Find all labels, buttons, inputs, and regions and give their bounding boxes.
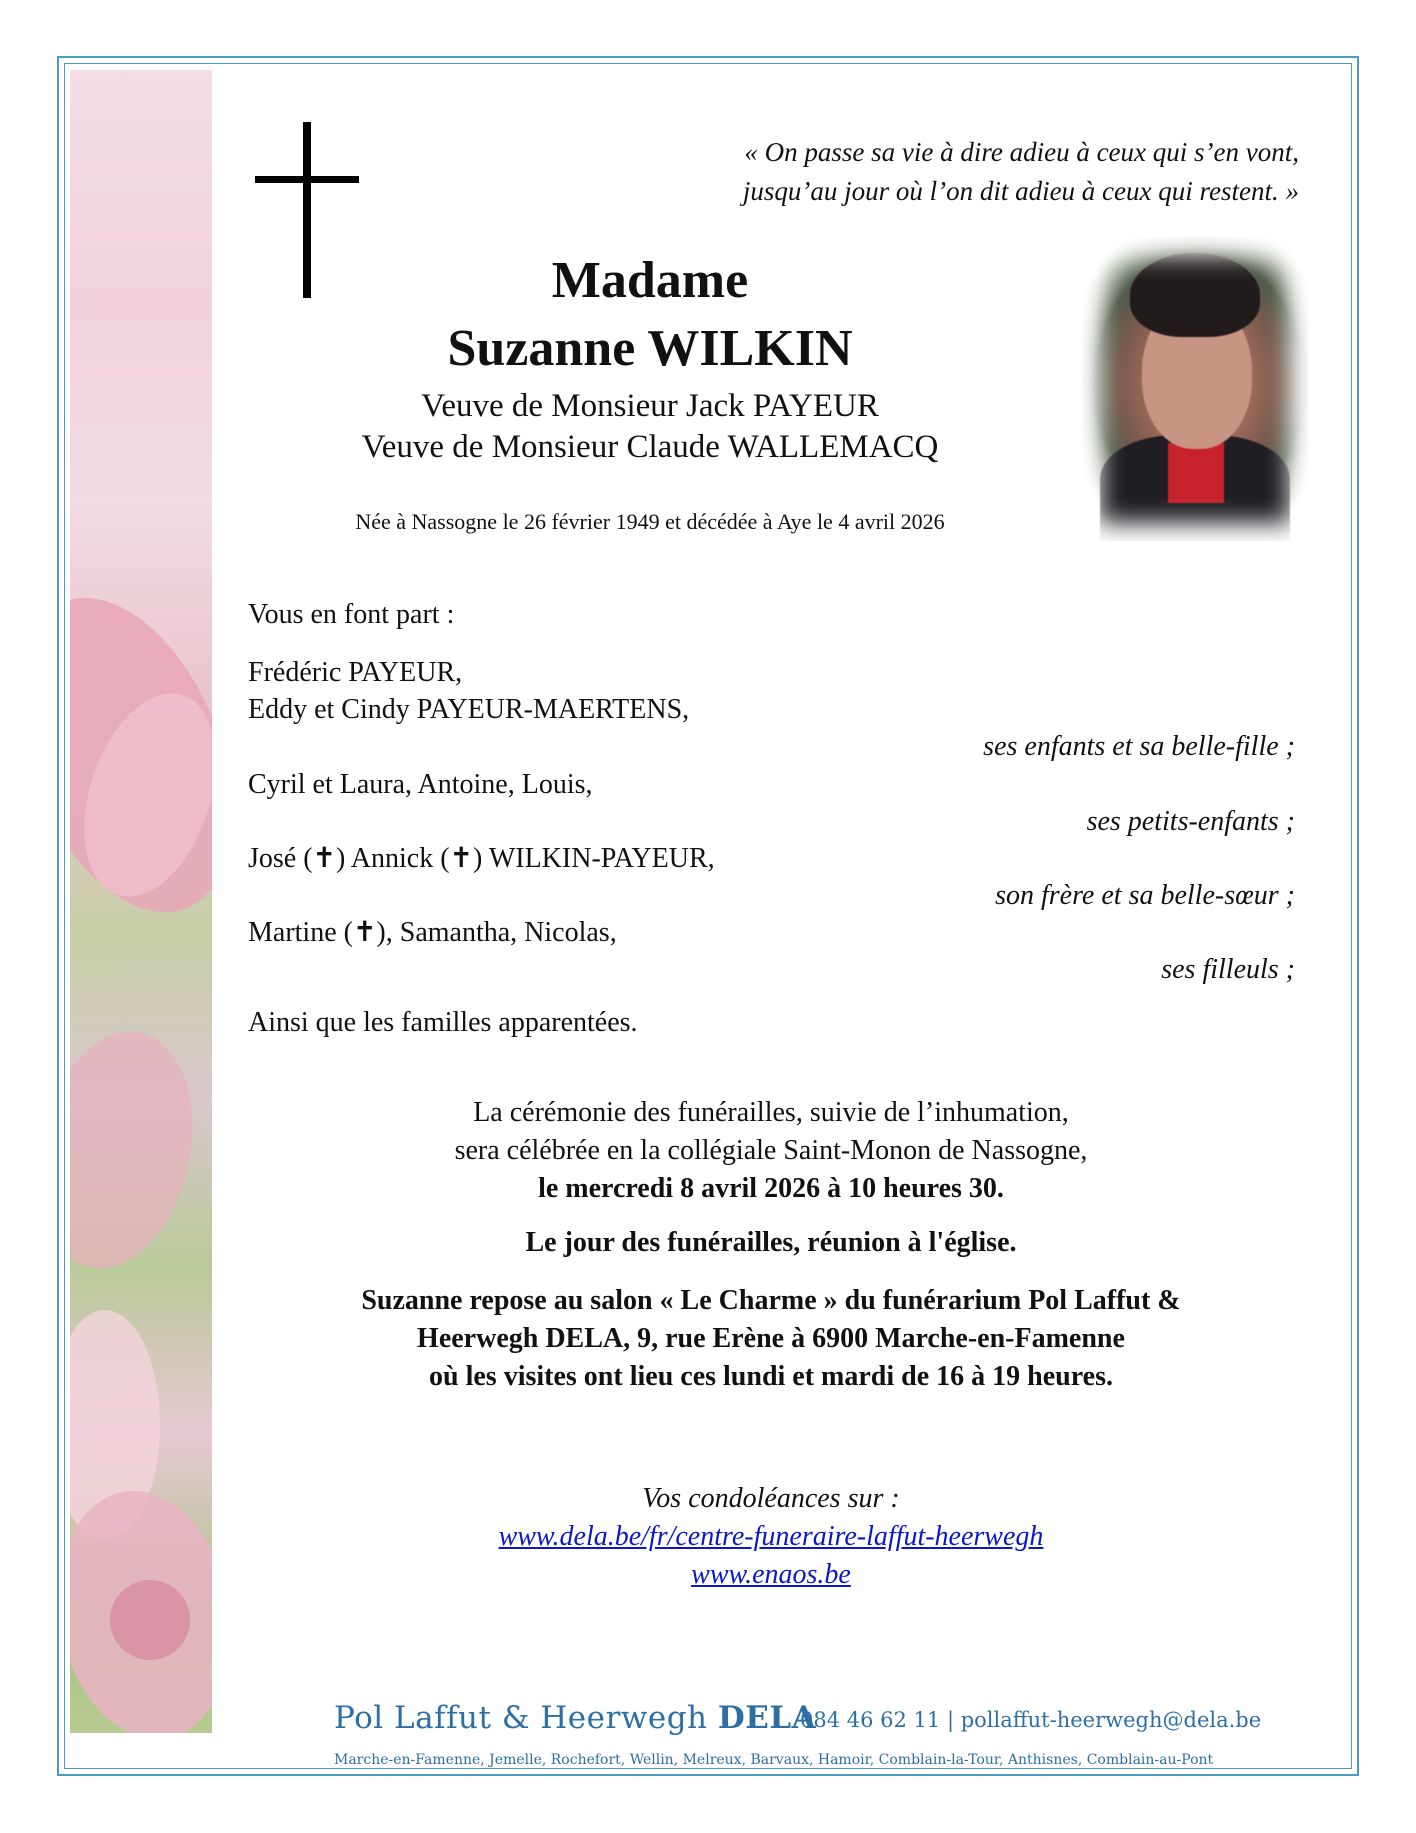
family-group-grandchildren [248,766,1295,840]
condolences-block [240,1480,1302,1594]
ceremony-details [240,1094,1302,1208]
quote-line-1: « On passe sa vie à dire adieu à ceux qui s’en vont, [744,137,1299,167]
epigraph-quote [743,133,1299,211]
condolences-label: Vos condoléances sur : [642,1483,900,1514]
honorific-title: Madame [551,252,749,309]
floral-side-image [70,70,212,1733]
funeral-home-brand [334,1700,816,1736]
relation-label: ses enfants et sa belle-fille ; [983,731,1295,762]
family-name-line: José (✝) Annick (✝) WILKIN-PAYEUR, [248,843,715,874]
announcement-closing: Ainsi que les familles apparentées. [248,1007,638,1038]
widow-line-2: Veuve de Monsieur Claude WALLEMACQ [361,429,939,465]
ceremony-date: le mercredi 8 avril 2026 à 10 heures 30. [538,1173,1004,1204]
ceremony-line-2: sera célébrée en la collégiale Saint-Monon de Nassogne, [454,1135,1088,1166]
brand-name: Pol Laffut & Heerwegh [334,1700,718,1736]
brand-dela: DELA [717,1700,817,1736]
widow-line-1: Veuve de Monsieur Jack PAYEUR [421,388,879,424]
family-group-godchildren [248,914,1295,988]
meeting-note: Le jour des funérailles, réunion à l'église. [525,1227,1017,1258]
family-group-siblings [248,840,1295,914]
relation-label: ses petits-enfants ; [1086,806,1295,837]
visitation-line-1: Suzanne repose au salon « Le Charme » du funérarium Pol Laffut & [361,1285,1181,1316]
family-name-line: Eddy et Cindy PAYEUR-MAERTENS, [248,694,690,725]
visitation-details [240,1282,1302,1396]
funeral-home-contact: 084 46 62 11 | pollaffut-heerwegh@dela.be [800,1708,1262,1732]
ceremony-line-1: La cérémonie des funérailles, suivie de l’inhumation, [473,1097,1069,1128]
portrait-photo [1082,237,1308,541]
family-group-children [248,654,1295,765]
deceased-name: Suzanne WILKIN [447,320,853,377]
relation-label: ses filleuls ; [1161,954,1295,985]
announcement-intro: Vous en font part : [248,599,455,630]
family-name-line: Martine (✝), Samantha, Nicolas, [248,917,617,948]
birth-death-dates: Née à Nassogne le 26 février 1949 et décédée à Aye le 4 avril 2026 [355,509,945,534]
condolences-link-dela[interactable]: www.dela.be/fr/centre-funeraire-laffut-heerwegh [498,1521,1044,1552]
family-name-line: Frédéric PAYEUR, [248,657,463,688]
visitation-line-2: Heerwegh DELA, 9, rue Erène à 6900 Marche-en-Famenne [417,1323,1125,1354]
quote-line-2: jusqu’au jour où l’on dit adieu à ceux qui restent. » [742,176,1299,206]
visitation-line-3: où les visites ont lieu ces lundi et mardi de 16 à 19 heures. [429,1361,1113,1392]
family-name-line: Cyril et Laura, Antoine, Louis, [248,769,593,800]
relation-label: son frère et sa belle-sœur ; [995,880,1295,911]
funeral-home-locations: Marche-en-Famenne, Jemelle, Rochefort, Wellin, Melreux, Barvaux, Hamoir, Comblain-la-Tour, Anthisnes, Comblain-au-Pont [334,1752,1214,1768]
condolences-link-enaos[interactable]: www.enaos.be [691,1559,851,1590]
